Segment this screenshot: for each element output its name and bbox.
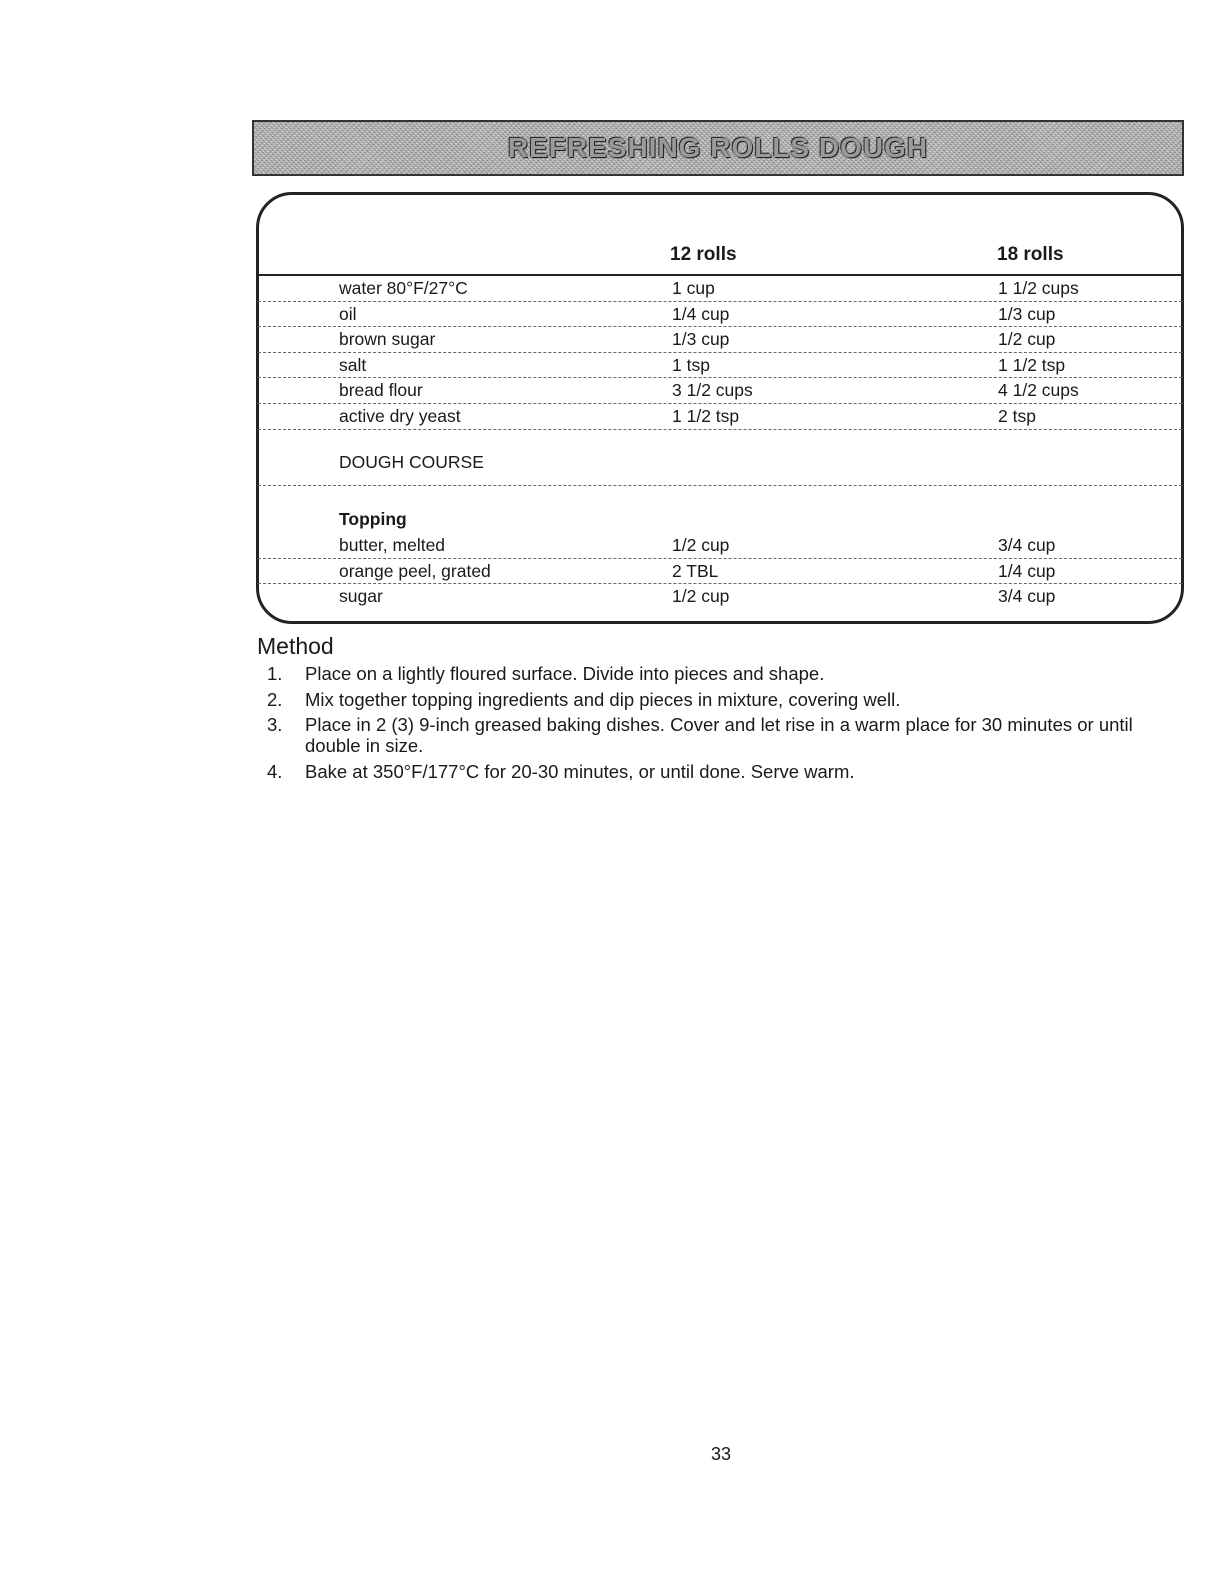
ingredient-name: orange peel, grated	[339, 560, 491, 581]
ingredient-row	[258, 404, 1182, 430]
method-step	[257, 714, 1177, 756]
qty-18-rolls: 1/2 cup	[998, 329, 1056, 350]
topping-row	[258, 533, 1182, 559]
course-label: DOUGH COURSE	[339, 452, 484, 472]
ingredient-row	[258, 327, 1182, 353]
step-text: Bake at 350°F/177°C for 20-30 minutes, or until done. Serve warm.	[305, 760, 855, 782]
qty-18-rolls: 1 1/2 cups	[998, 278, 1079, 298]
method-heading: Method	[257, 633, 334, 659]
qty-18-rolls: 2 tsp	[998, 406, 1036, 426]
method-step	[257, 761, 1177, 782]
column-header-18-rolls: 18 rolls	[997, 244, 1064, 265]
qty-18-rolls: 3/4 cup	[998, 586, 1056, 607]
title-banner	[252, 120, 1184, 176]
method-step	[257, 689, 1177, 710]
ingredient-name: water 80°F/27°C	[339, 278, 468, 298]
qty-12-rolls: 3 1/2 cups	[672, 380, 753, 401]
topping-row	[258, 559, 1182, 585]
qty-18-rolls: 4 1/2 cups	[998, 380, 1079, 401]
ingredient-row	[258, 378, 1182, 404]
recipe-title: REFRESHING ROLLS DOUGH	[507, 132, 929, 163]
method-steps	[257, 663, 1177, 786]
method-step	[257, 663, 1177, 684]
course-row	[258, 450, 1182, 486]
ingredient-row	[258, 302, 1182, 328]
ingredient-name: active dry yeast	[339, 406, 461, 426]
ingredient-name: oil	[339, 303, 357, 324]
qty-12-rolls: 2 TBL	[672, 560, 719, 581]
step-number: 2.	[267, 688, 283, 710]
ingredient-name: salt	[339, 354, 367, 375]
step-text: Place on a lightly floured surface. Divide into pieces and shape.	[305, 663, 825, 684]
ingredient-name: brown sugar	[339, 329, 436, 350]
ingredient-name: bread flour	[339, 380, 423, 401]
qty-18-rolls: 1 1/2 tsp	[998, 354, 1066, 375]
qty-12-rolls: 1/2 cup	[672, 535, 730, 555]
ingredient-name: sugar	[339, 586, 383, 607]
step-number: 4.	[267, 760, 283, 782]
qty-12-rolls: 1 cup	[672, 278, 715, 298]
qty-18-rolls: 1/3 cup	[998, 303, 1056, 324]
qty-12-rolls: 1/2 cup	[672, 586, 730, 607]
step-text: Mix together topping ingredients and dip pieces in mixture, covering well.	[305, 688, 901, 710]
qty-18-rolls: 1/4 cup	[998, 560, 1056, 581]
qty-12-rolls: 1/4 cup	[672, 303, 730, 324]
ingredient-row	[258, 353, 1182, 379]
topping-row	[258, 584, 1182, 610]
ingredient-name: butter, melted	[339, 535, 446, 555]
ingredient-row	[258, 276, 1182, 302]
topping-heading: Topping	[339, 509, 407, 529]
qty-12-rolls: 1/3 cup	[672, 329, 730, 350]
qty-12-rolls: 1 1/2 tsp	[672, 406, 740, 426]
step-number: 1.	[267, 663, 283, 684]
column-header-12-rolls: 12 rolls	[670, 244, 737, 265]
page-number: 33	[710, 1444, 732, 1464]
table-header	[256, 240, 1184, 276]
step-number: 3.	[267, 714, 283, 735]
qty-12-rolls: 1 tsp	[672, 354, 710, 375]
step-text: Place in 2 (3) 9-inch greased baking dishes. Cover and let rise in a warm place for 30 minutes or until double in size.	[305, 714, 1133, 756]
qty-18-rolls: 3/4 cup	[998, 535, 1056, 555]
